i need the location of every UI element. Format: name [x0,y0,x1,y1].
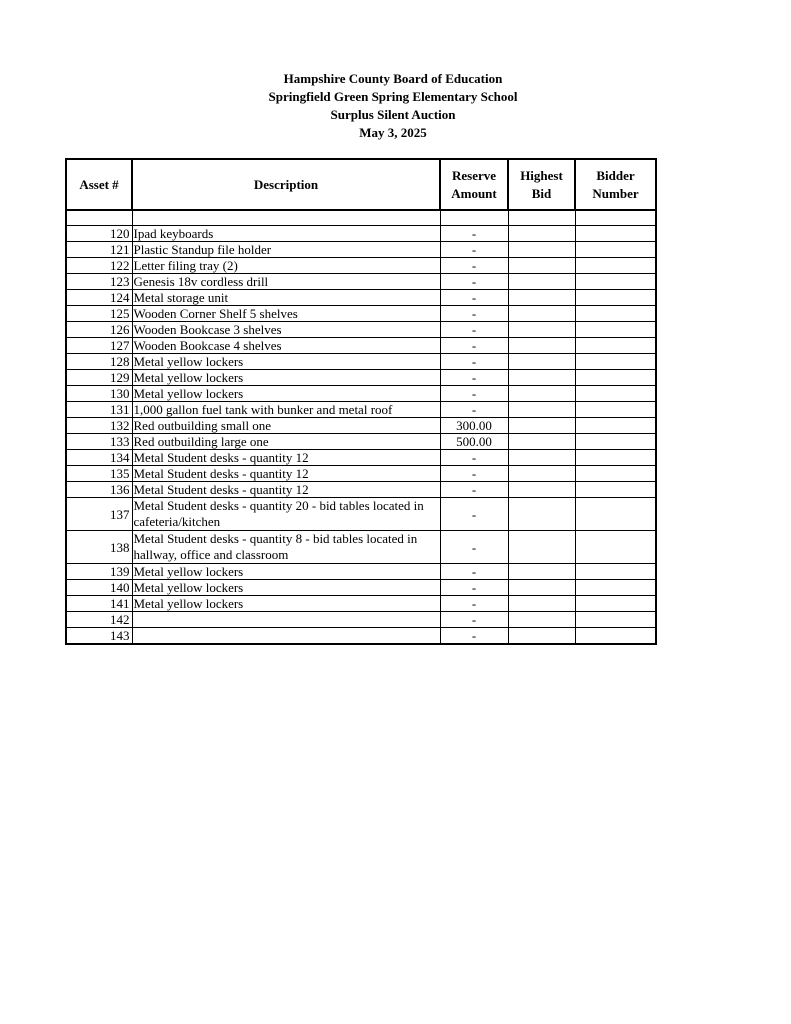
asset-number-cell: 121 [66,242,132,258]
description-cell: Wooden Bookcase 3 shelves [132,322,440,338]
table-row [66,531,656,564]
reserve-amount-cell: - [440,596,508,612]
reserve-amount-cell: - [440,306,508,322]
table-row [66,450,656,466]
highest-bid-cell[interactable] [508,450,575,466]
description-cell: Letter filing tray (2) [132,258,440,274]
bidder-number-cell[interactable] [575,580,656,596]
school-name: Springfield Green Spring Elementary School [268,89,518,104]
document-header [0,70,786,142]
reserve-amount-cell: - [440,242,508,258]
reserve-amount-cell: - [440,628,508,645]
asset-number-cell: 137 [66,498,132,531]
bidder-number-cell[interactable] [575,306,656,322]
bidder-number-cell[interactable] [575,596,656,612]
asset-number-cell: 142 [66,612,132,628]
description-cell: Metal yellow lockers [132,564,440,580]
asset-number-cell: 128 [66,354,132,370]
bidder-number-cell[interactable] [575,564,656,580]
bidder-number-cell[interactable] [575,612,656,628]
table-row [66,258,656,274]
reserve-amount-cell: 300.00 [440,418,508,434]
highest-bid-cell[interactable] [508,226,575,242]
highest-bid-cell[interactable] [508,434,575,450]
table-row [66,274,656,290]
highest-bid-cell[interactable] [508,386,575,402]
highest-bid-cell[interactable] [508,402,575,418]
description-cell: Red outbuilding small one [132,418,440,434]
highest-bid-cell[interactable] [508,612,575,628]
table-row [66,226,656,242]
bidder-number-cell[interactable] [575,274,656,290]
asset-number-cell: 140 [66,580,132,596]
table-row [66,370,656,386]
asset-number-cell: 123 [66,274,132,290]
bidder-number-cell[interactable] [575,386,656,402]
reserve-amount-cell: - [440,466,508,482]
asset-number-cell: 139 [66,564,132,580]
blank-cell [132,210,440,226]
description-cell: Genesis 18v cordless drill [132,274,440,290]
highest-bid-cell[interactable] [508,258,575,274]
table-row [66,290,656,306]
asset-number-cell: 141 [66,596,132,612]
reserve-amount-cell: 500.00 [440,434,508,450]
column-header-bidder-number: Bidder Number [575,159,656,210]
description-cell: Metal yellow lockers [132,596,440,612]
asset-number-cell: 122 [66,258,132,274]
bidder-number-cell[interactable] [575,290,656,306]
bidder-number-cell[interactable] [575,482,656,498]
bidder-number-cell[interactable] [575,450,656,466]
bidder-number-cell[interactable] [575,322,656,338]
asset-number-cell: 130 [66,386,132,402]
highest-bid-cell[interactable] [508,354,575,370]
description-cell: Metal Student desks - quantity 20 - bid tables located in cafeteria/kitchen [132,498,440,531]
bidder-number-cell[interactable] [575,628,656,645]
table-row [66,402,656,418]
board-name: Hampshire County Board of Education [283,71,503,86]
table-row [66,596,656,612]
description-cell: Metal Student desks - quantity 8 - bid tables located in hallway, office and classroom [132,531,440,564]
bidder-number-cell[interactable] [575,258,656,274]
reserve-amount-cell: - [440,386,508,402]
asset-number-cell: 132 [66,418,132,434]
blank-cell [508,210,575,226]
column-header-reserve: Reserve Amount [440,159,508,210]
reserve-amount-cell: - [440,226,508,242]
asset-number-cell: 135 [66,466,132,482]
blank-row [66,210,656,226]
asset-number-cell: 143 [66,628,132,645]
table-row [66,580,656,596]
bidder-number-cell[interactable] [575,226,656,242]
highest-bid-cell[interactable] [508,322,575,338]
description-cell: Metal yellow lockers [132,580,440,596]
reserve-amount-cell: - [440,612,508,628]
reserve-amount-cell: - [440,580,508,596]
table-row [66,564,656,580]
description-cell: Metal Student desks - quantity 12 [132,450,440,466]
column-header-highest-bid: Highest Bid [508,159,575,210]
table-row [66,338,656,354]
description-cell: Wooden Corner Shelf 5 shelves [132,306,440,322]
auction-date: May 3, 2025 [359,125,427,140]
asset-number-cell: 129 [66,370,132,386]
reserve-amount-cell: - [440,290,508,306]
description-cell: Metal yellow lockers [132,354,440,370]
asset-number-cell: 133 [66,434,132,450]
description-cell: Ipad keyboards [132,226,440,242]
highest-bid-cell[interactable] [508,274,575,290]
reserve-amount-cell: - [440,258,508,274]
table-row [66,612,656,628]
table-row [66,498,656,531]
highest-bid-cell[interactable] [508,564,575,580]
bidder-number-cell[interactable] [575,242,656,258]
highest-bid-cell[interactable] [508,482,575,498]
asset-number-cell: 136 [66,482,132,498]
description-cell: Metal storage unit [132,290,440,306]
table-row [66,466,656,482]
highest-bid-cell[interactable] [508,466,575,482]
table-row [66,242,656,258]
auction-table [65,158,657,645]
table-row [66,306,656,322]
table-row [66,322,656,338]
bidder-number-cell[interactable] [575,498,656,531]
table-row [66,628,656,645]
highest-bid-cell[interactable] [508,498,575,531]
blank-cell [66,210,132,226]
table-row [66,418,656,434]
description-cell: Plastic Standup file holder [132,242,440,258]
table-row [66,386,656,402]
table-row [66,434,656,450]
highest-bid-cell[interactable] [508,596,575,612]
asset-number-cell: 124 [66,290,132,306]
reserve-amount-cell: - [440,322,508,338]
highest-bid-cell[interactable] [508,628,575,645]
table-row [66,354,656,370]
reserve-amount-cell: - [440,370,508,386]
bidder-number-cell[interactable] [575,434,656,450]
blank-cell [575,210,656,226]
blank-cell [440,210,508,226]
description-cell [132,628,440,645]
reserve-amount-cell: - [440,564,508,580]
asset-number-cell: 120 [66,226,132,242]
column-header-asset: Asset # [66,159,132,210]
reserve-amount-cell: - [440,531,508,564]
bidder-number-cell[interactable] [575,418,656,434]
asset-number-cell: 127 [66,338,132,354]
column-header-description: Description [132,159,440,210]
highest-bid-cell[interactable] [508,370,575,386]
table-header-row [66,159,656,210]
asset-number-cell: 134 [66,450,132,466]
bidder-number-cell[interactable] [575,370,656,386]
reserve-amount-cell: - [440,338,508,354]
bidder-number-cell[interactable] [575,338,656,354]
bidder-number-cell[interactable] [575,466,656,482]
highest-bid-cell[interactable] [508,531,575,564]
description-cell: Metal Student desks - quantity 12 [132,482,440,498]
auction-title: Surplus Silent Auction [330,107,456,122]
highest-bid-cell[interactable] [508,242,575,258]
table-row [66,482,656,498]
bidder-number-cell[interactable] [575,354,656,370]
reserve-amount-cell: - [440,498,508,531]
bidder-number-cell[interactable] [575,531,656,564]
asset-number-cell: 126 [66,322,132,338]
reserve-amount-cell: - [440,354,508,370]
reserve-amount-cell: - [440,450,508,466]
description-cell: Metal yellow lockers [132,386,440,402]
asset-number-cell: 125 [66,306,132,322]
description-cell: Red outbuilding large one [132,434,440,450]
highest-bid-cell[interactable] [508,338,575,354]
highest-bid-cell[interactable] [508,418,575,434]
description-cell: Wooden Bookcase 4 shelves [132,338,440,354]
reserve-amount-cell: - [440,402,508,418]
description-cell [132,612,440,628]
description-cell: Metal Student desks - quantity 12 [132,466,440,482]
reserve-amount-cell: - [440,482,508,498]
reserve-amount-cell: - [440,274,508,290]
description-cell: 1,000 gallon fuel tank with bunker and metal roof [132,402,440,418]
highest-bid-cell[interactable] [508,306,575,322]
highest-bid-cell[interactable] [508,580,575,596]
asset-number-cell: 138 [66,531,132,564]
bidder-number-cell[interactable] [575,402,656,418]
asset-number-cell: 131 [66,402,132,418]
highest-bid-cell[interactable] [508,290,575,306]
description-cell: Metal yellow lockers [132,370,440,386]
